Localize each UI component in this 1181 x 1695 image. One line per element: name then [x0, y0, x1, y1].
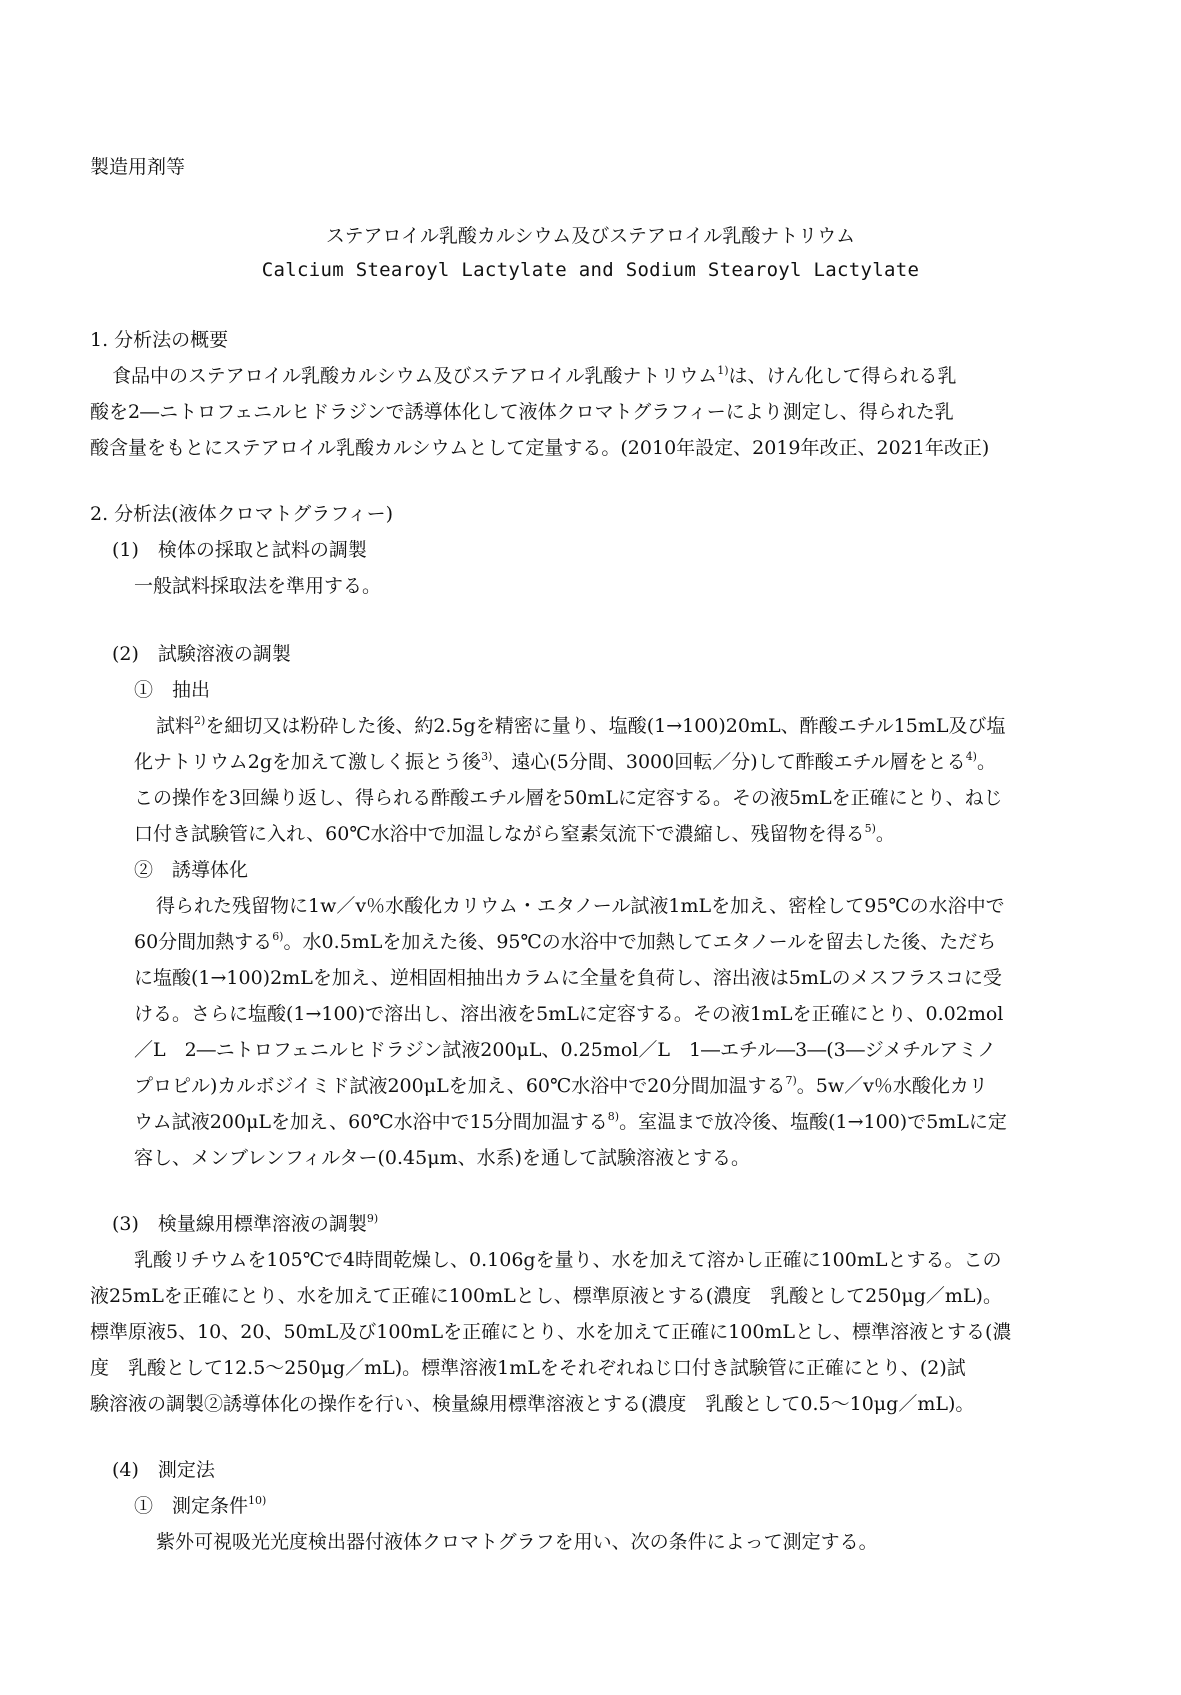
reference-marker: 8): [607, 1110, 620, 1123]
measurement-line1: 紫外可視吸光光度検出器付液体クロマトグラフを用い、次の条件によって測定する。: [156, 1531, 878, 1553]
text-run: 。: [976, 751, 996, 773]
reference-marker: 3): [481, 750, 493, 763]
measurement-conditions-heading: [134, 1492, 266, 1520]
section1-paragraph-line1: [112, 362, 957, 390]
calibration-line5: 験溶液の調製②誘導体化の操作を行い、検量線用標準溶液とする(濃度 乳酸として0.5～10μg／mL)。: [90, 1393, 975, 1415]
derivatization-line3: に塩酸(1→100)2mLを加え、逆相固相抽出カラムに全量を負荷し、溶出液は5mLのメスフラスコに受: [134, 967, 1002, 989]
section1-paragraph-line3: 酸含量をもとにステアロイル乳酸カルシウムとして定量する。(2010年設定、2019年改正、2021年改正): [90, 437, 990, 459]
extraction-line3: この操作を3回繰り返し、得られる酢酸エチル層を50mLに定容する。その液5mLを正確にとり、ねじ: [134, 787, 1003, 809]
calibration-line4: 度 乳酸として12.5～250μg／mL)。標準溶液1mLをそれぞれねじ口付き試験管に正確にとり、(2)試: [90, 1357, 966, 1379]
derivatization-line8: 容し、メンブレンフィルター(0.45μm、水系)を通して試験溶液とする。: [134, 1147, 750, 1169]
extraction-line1: [156, 712, 1005, 740]
text-run: 、遠心(5分間、3000回転／分)して酢酸エチル層をとる: [492, 751, 966, 773]
text-run: 食品中のステアロイル乳酸カルシウム及びステアロイル乳酸ナトリウム: [112, 365, 718, 387]
calibration-line3: 標準原液5、10、20、50mL及び100mLを正確にとり、水を加えて正確に100mLとし、標準溶液とする(濃: [90, 1321, 1012, 1343]
subsection2-heading: (2) 試験溶液の調製: [112, 643, 291, 665]
derivatization-heading: ② 誘導体化: [134, 859, 249, 881]
section1-paragraph-line2: 酸を2―ニトロフェニルヒドラジンで誘導体化して液体クロマトグラフィーにより測定し、得られた乳: [90, 401, 954, 423]
text-run: 。水0.5mLを加えた後、95℃の水浴中で加熱してエタノールを留去した後、ただち: [283, 931, 997, 953]
derivatization-line7: [134, 1108, 1007, 1136]
text-run: 化ナトリウム2gを加えて激しく振とう後: [134, 751, 482, 773]
reference-marker: 4): [965, 750, 977, 763]
derivatization-line5: ／L 2―ニトロフェニルヒドラジン試液200μL、0.25mol／L 1―エチル―3―(3―ジメチルアミノ: [134, 1039, 997, 1061]
text-run: 試料: [156, 715, 195, 737]
extraction-heading: ① 抽出: [134, 679, 211, 701]
calibration-line1: 乳酸リチウムを105℃で4時間乾燥し、0.106gを量り、水を加えて溶かし正確に100mLとする。この: [134, 1249, 1002, 1271]
section1-heading: 1. 分析法の概要: [90, 329, 229, 351]
extraction-line2: [134, 748, 996, 776]
derivatization-line6: [134, 1072, 988, 1100]
reference-marker: 1): [717, 364, 729, 377]
calibration-line2: 液25mLを正確にとり、水を加えて正確に100mLとし、標準原液とする(濃度 乳酸として250μg／mL)。: [90, 1285, 1002, 1307]
reference-marker: 9): [366, 1212, 379, 1225]
text-run: ① 測定条件: [134, 1495, 249, 1517]
subsection1-text: 一般試料採取法を準用する。: [134, 575, 382, 597]
title-japanese: ステアロイル乳酸カルシウム及びステアロイル乳酸ナトリウム: [325, 225, 856, 247]
text-run: (3) 検量線用標準溶液の調製: [112, 1213, 367, 1235]
category-label: 製造用剤等: [90, 156, 186, 178]
text-run: 。5w／v％水酸化カリ: [796, 1075, 988, 1097]
text-run: 口付き試験管に入れ、60℃水浴中で加温しながら窒素気流下で濃縮し、残留物を得る: [134, 823, 865, 845]
derivatization-line4: ける。さらに塩酸(1→100)で溶出し、溶出液を5mLに定容する。その液1mLを正確にとり、0.02mol: [134, 1003, 1004, 1025]
subsection4-heading: (4) 測定法: [112, 1459, 215, 1481]
text-run: を細切又は粉砕した後、約2.5gを精密に量り、塩酸(1→100)20mL、酢酸エチル15mL及び塩: [205, 715, 1006, 737]
reference-marker: 2): [194, 714, 206, 727]
reference-marker: 6): [272, 930, 284, 943]
text-run: 。室温まで放冷後、塩酸(1→100)で5mLに定: [619, 1111, 1007, 1133]
subsection1-heading: (1) 検体の採取と試料の調製: [112, 539, 367, 561]
subsection3-heading: [112, 1210, 378, 1238]
text-run: は、けん化して得られる乳: [728, 365, 957, 387]
text-run: 60分間加熱する: [134, 931, 273, 953]
reference-marker: 5): [864, 822, 876, 835]
section2-heading: 2. 分析法(液体クロマトグラフィー): [90, 503, 394, 525]
text-run: ウム試液200μLを加え、60℃水浴中で15分間加温する: [134, 1111, 608, 1133]
title-english: Calcium Stearoyl Lactylate and Sodium Stearoyl Lactylate: [261, 259, 920, 281]
text-run: 。: [875, 823, 895, 845]
derivatization-line1: 得られた残留物に1w／v％水酸化カリウム・エタノール試液1mLを加え、密栓して95℃の水浴中で: [156, 895, 1005, 917]
reference-marker: 10): [248, 1494, 267, 1507]
extraction-line4: [134, 820, 895, 848]
text-run: プロピル)カルボジイミド試液200μLを加え、60℃水浴中で20分間加温する: [134, 1075, 786, 1097]
reference-marker: 7): [785, 1074, 797, 1087]
derivatization-line2: [134, 928, 996, 956]
